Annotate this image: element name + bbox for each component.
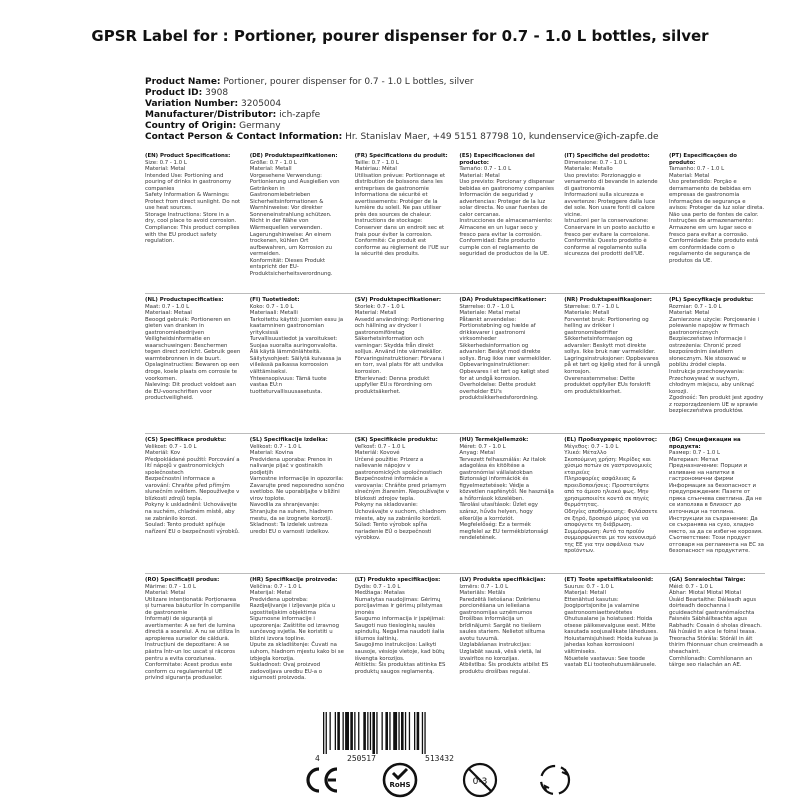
meta-label: Contact Person & Contact Information:	[145, 132, 343, 142]
spec-cell-title: (DA) Produktspecifikationer:	[459, 297, 547, 303]
spec-cell	[669, 577, 765, 713]
spec-cell	[669, 297, 765, 433]
spec-cell-title: (BG) Спецификации на продукта:	[668, 437, 741, 450]
barcode-bar	[354, 712, 355, 750]
spec-cell	[145, 577, 241, 713]
barcode-bar	[370, 712, 371, 750]
spec-cell	[564, 297, 660, 433]
spec-row	[145, 293, 765, 433]
spec-cell-title: (LT) Produkto specifikacijos:	[354, 577, 441, 583]
spec-cell	[564, 577, 660, 713]
spec-cell-body: Dimensione: 0.7 - 1.0 L Materiale: Metallo Uso previsto: Porzionaggio e versamento di bevande in aziende di gastronomia Informazioni sulla sicurezza e avvertenze: Proteggere dalla luce del sole. Non usare fonti di calore vicine. Istruzioni per la conservazione: Conservare in un posto asciutto e fresco per evitare la corrosione. Conformità: Questo prodotto è conforme al regolamento sulla sicurezza dei prodotti dell'UE.	[564, 159, 658, 258]
svg-text:RoHS: RoHS	[389, 781, 411, 789]
spec-cell-title: (SV) Produktspecifikationer:	[354, 297, 442, 303]
spec-cell-body: Storlek: 0.7 - 1.0 L Material: Metall Avsedd användning: Portionering och hällning av drycker i gastronomiföretag Säkerhetsinformation och varningar: Skydda från direkt solljus. Använd inte värmekällor. Förvaringsinstruktioner: Förvara i en torr, sval plats för att undvika korrosion. Efterlevnad: Denna produkt uppfyller EU:s förordning om produktsäkerhet.	[354, 303, 445, 395]
barcode-digit-left: 4	[315, 754, 320, 763]
meta-label: Product Name:	[145, 77, 221, 87]
spec-cell-body: Taille: 0.7 - 1.0 L Matériau: Métal Utilisation prévue: Portionnage et distribution de boissons dans les entreprises de gastronomie Informations de sécurité et avertissements: Protéger de la lumière du soleil. Ne pas utiliser près des sources de chaleur. Instructions de stockage: Conserver dans un endroit sec et frais pour éviter la corrosion. Conformité: Ce produit est conforme au règlement de l'UE sur la sécurité des produits.	[354, 159, 449, 258]
barcode-bar	[363, 712, 366, 750]
barcode-bar	[350, 712, 353, 750]
spec-cell-title: (SK) Špecifikácie produktu:	[354, 437, 438, 443]
barcode-bar	[330, 712, 331, 750]
barcode-bar	[405, 712, 406, 750]
spec-cell	[355, 297, 451, 433]
spec-cell-body: Tamanho: 0.7 - 1.0 L Material: Metal Uso pretendido: Porção e derramamento de bebidas em empresas de gastronomia Informações de segurança e avisos: Proteger da luz solar direta. Não usa perto de fontes de calor. Instruções de armazenamento: Armazene em um lugar seco e fresco para evitar a corrosão. Conformidade: Este produto está em conformidade com o regulamento de segurança de produtos da UE.	[668, 166, 765, 264]
spec-cell	[250, 577, 346, 713]
barcode-bars	[323, 712, 487, 754]
spec-cell-title: (RO) Specificații produs:	[145, 577, 220, 583]
barcode-bar	[409, 712, 410, 750]
barcode-bar	[424, 712, 425, 754]
meta-label: Country of Origin:	[145, 121, 237, 131]
spec-cell	[459, 297, 555, 433]
spec-cell-title: (EL) Προδιαγραφές προϊόντος:	[564, 437, 658, 443]
spec-cell-body: Velikost: 0.7 - 1.0 L Material: Kovina Predvidena uporaba: Prenos in nalivanje pijač v gostinskih podjetjih Varnostne informacije in opozorila: Zavarujte pred neposredno sončno svetlobo. Ne uporabljajte v bližini virov toplote. Navodila za shranjevanje: Shranjujte na suhem, hladnem mestu, da se izognete koroziji. Skladnost: Ta izdelek ustreza uredbi EU o varnosti izdelkov.	[249, 443, 345, 535]
meta-row	[145, 99, 765, 110]
spec-cell-title: (NR) Produktspesifikasjoner:	[564, 297, 652, 303]
ce-mark-icon	[302, 760, 342, 800]
spec-cell-title: (NL) Productspecificaties:	[145, 297, 224, 303]
spec-cell-title: (GA) Sonraíochtaí Táirge:	[668, 577, 746, 583]
spec-cell	[459, 153, 555, 293]
spec-cell-title: (PT) Especificações do produto:	[668, 153, 737, 166]
spec-cell-body: Μέγεθος: 0.7 - 1.0 L Υλικό: Μέταλλο Σκοπούμενη χρήση: Μερίδες και χύσιμο ποτών σε γαστρονομικές εταιρείες Πληροφορίες ασφάλειας & προειδοποιήσεις: Προστατέψτε από το άμεσο ηλιακό φως. Μην χρησιμοποιείτε κοντά σε πηγές θερμότητας. Οδηγίες αποθήκευσης: Φυλάσσετε σε ξηρό, δροσερό μέρος για να αποφύγετε τη διάβρωση. Συμμόρφωση: Αυτό το προϊόν συμμορφώνεται με τον κανονισμό της ΕΕ για την ασφάλεια των προϊόντων.	[564, 443, 658, 555]
barcode-bar	[372, 712, 375, 754]
meta-value: 3908	[205, 88, 229, 98]
spec-cell	[669, 437, 765, 573]
meta-value: 3205004	[241, 99, 282, 109]
spec-cell	[250, 297, 346, 433]
spec-cell-title: (HR) Specifikacije proizvoda:	[249, 577, 338, 583]
meta-label: Manufacturer/Distributor:	[145, 110, 277, 120]
spec-cell-title: (FI) Tuotetiedot:	[249, 297, 300, 303]
spec-cell-title: (SL) Specifikacije izdelka:	[249, 437, 328, 443]
spec-cell-title: (PL) Specyfikacje produktu:	[668, 297, 754, 303]
specifications-grid	[145, 153, 765, 713]
barcode-bar	[414, 712, 415, 750]
certification-icons	[0, 760, 800, 800]
barcode-digits-group2: 513432	[425, 754, 454, 763]
barcode-bar	[326, 712, 327, 754]
spec-cell	[669, 153, 765, 293]
spec-cell-title: (DE) Produktspezifikationen:	[249, 153, 338, 159]
spec-cell-title: (HU) Termékjellemzők:	[459, 437, 529, 443]
spec-cell-title: (IT) Specifiche del prodotto:	[564, 153, 650, 159]
meta-row	[145, 121, 765, 132]
spec-cell-body: Velikost: 0.7 - 1.0 L Materiál: Kov Předpokládané použití: Porcování a lití nápojů v gastronomických společnostech Bezpečnostní informace a varování: Chraňte před přímým slunečním světlem. Nepoužívejte v blízkosti zdrojů tepla. Pokyny k uskladnění: Uchovávejte na suchém, chladném místě, aby se zabránilo korozi. Soulad: Tento produkt splňuje nařízení EU o bezpečnosti výrobků.	[145, 443, 240, 535]
meta-label: Variation Number:	[145, 99, 239, 109]
spec-cell-title: (CS) Specifikace produktu:	[145, 437, 227, 443]
age-warning-0-3-icon	[460, 760, 500, 800]
spec-cell	[145, 297, 241, 433]
spec-row	[145, 153, 765, 293]
spec-row	[145, 433, 765, 573]
meta-value: Hr. Stanislav Maer, +49 5151 87798 10, kundenservice@ich-zapfe.de	[345, 132, 659, 142]
barcode-bar	[323, 712, 324, 754]
spec-cell-title: (EN) Product Specifications:	[145, 153, 231, 159]
spec-cell-body: Izmērs: 0.7 - 1.0 L Materiāls: Metāls Paredzētā lietošana: Dzērienu porcionēšana un ieliešana gastronomijas uzņēmumos Drošības informācija un brīdinājumi: Sargāt no tiešiem saules stariem. Nelietot siltuma avotu tuvumā. Uzglabāšanas instrukcijas: Uzglabāt sausā, vēsā vietā, lai izvairītos no korozijas. Atbilstība: Šis produkts atbilst ES produktu drošības regulai.	[459, 583, 549, 675]
spec-cell	[564, 153, 660, 293]
spec-cell-body: Rozmiar: 0.7 - 1.0 L Materiał: Metal Zamierzone użycie: Porcjowanie i polewanie napojów w firmach gastronomicznych Bezpieczeństwo informacje i ostrzeżenia: Chronić przed bezpośrednim światłem słonecznym. Nie stosować w pobliżu źródeł ciepła. Instrukcje przechowywania: Przechowywać w suchym, chłodnym miejscu, aby uniknąć korozji. Zgodność: Ten produkt jest zgodny z rozporządzeniem UE w sprawie bezpieczeństwa produktów.	[668, 303, 764, 415]
svg-text:0-3: 0-3	[472, 777, 488, 787]
spec-cell-body: Veľkosť: 0.7 - 1.0 L Materiál: Kovové Určené použitie: Prizerz a nalievanie nápojov v gastronomických spoločnostiach Bezpečnostné informácie a varovania: Chráňte pred priamym slnečným žiarením. Nepoužívajte v blízkosti zdrojov tepla. Pokyny na skladovanie: Uchovávajte v suchom, chladnom mieste, aby sa zabránilo korózii. Súlad: Tento výrobok spĺňa nariadenie EÚ o bezpečnosti výrobkov.	[354, 443, 449, 542]
meta-row	[145, 77, 765, 88]
barcode-bar	[393, 712, 397, 750]
spec-row	[145, 573, 765, 713]
barcode-bar	[398, 712, 399, 750]
spec-cell	[459, 437, 555, 573]
spec-cell-body: Dydis: 0.7 - 1.0 L Medžiaga: Metalas Numatytas naudojimas: Gėrimų porcijavimas ir gėrimų pilstymas įmonės Saugumo informacija ir įspėjimai: Saugoti nuo tiesioginių saulės spindulių. Negalima naudoti šalia šilumos šaltinių. Saugojimo instrukcijos: Laikyti sausoje, vėsioje vietoje, kad būtų išvengta korozijos. Atitiktis: Šis produktas atitinka ES produktų saugos reglamentą.	[354, 583, 446, 675]
barcode-bar	[422, 712, 423, 754]
spec-cell-body: Size: 0.7 - 1.0 L Material: Metal Intended Use: Portioning and pouring of drinks in gastronomy companies Safety Information & Warnings: Protect from direct sunlight. Do not use heat sources. Storage Instructions: Store in a dry, cool place to avoid corrosion. Compliance: This product complies with the EU product safety regulation.	[145, 159, 241, 245]
barcode-bar	[389, 712, 390, 750]
rohs-icon	[380, 760, 420, 800]
meta-value: ich-zapfe	[279, 110, 321, 120]
spec-cell	[250, 437, 346, 573]
product-meta	[145, 77, 765, 143]
barcode-bar	[358, 712, 359, 750]
ean-barcode	[315, 712, 487, 766]
spec-cell	[250, 153, 346, 293]
spec-cell-body: Størrelse: 0.7 - 1.0 L Materiale: Metall Forventet bruk: Portionering og helling av drikker i gastronomibedrifter Sikkerhetsinformasjon og advarsler: Beskytt mot direkte sollys. Ikke bruk nær varmekilder. Lagringsinstruksjoner: Oppbevares på et tørt og kjølig sted for å unngå korrosjon. Overensstemmelse: Dette produktet oppfyller EUs forskrift om produktsikkerhet.	[564, 303, 661, 395]
barcode-bar	[401, 712, 404, 750]
barcode-bar	[337, 712, 340, 750]
spec-cell	[355, 437, 451, 573]
spec-cell-title: (FR) Spécifications du produit:	[354, 153, 448, 159]
barcode-digits-group1: 250517	[347, 754, 376, 763]
barcode-bar	[335, 712, 336, 750]
meta-row	[145, 110, 765, 121]
recycling-icon	[535, 760, 575, 800]
spec-cell-title: (LV) Produkta specifikācijas:	[459, 577, 546, 583]
spec-cell-title: (ET) Toote spetsifikatsioonid:	[564, 577, 654, 583]
page-title: GPSR Label for : Portioner, pourer dispenser for 0.7 - 1.0 L bottles, silver	[91, 27, 709, 45]
meta-value: Germany	[239, 121, 281, 131]
spec-cell-body: Tamaño: 0.7 - 1.0 L Material: Metal Uso previsto: Porcionar y dispensar bebidas en gastronomy companies Información de seguridad y advertencias: Proteger de la luz solar directa. No usar fuentes de calor cercanas. Instrucciones de almacenamiento: Almacene en un lugar seco y fresco para evitar la corrosión. Conformidad: Este producto cumple con el reglamento de seguridad de productos de la UE.	[459, 166, 555, 258]
spec-cell-body: Koko: 0.7 - 1.0 L Materiaali: Metalli Tarkoitettu käyttö: Juomien essu ja kaatamninen gastronomian yrityksissä Turvallisuustiedot ja varoitukset: Suojaa suoralta auringonvalolta. Älä käytä lämmönlähteitä. Säilytysohjeet: Säilytä kuivassa ja viileässä paikassa korroosion välttämiseksi. Yhteensopivuus: Tämä tuote vastaa EU:n tuotteturvallisuusasetusta.	[249, 303, 344, 395]
barcode-bar	[343, 712, 344, 750]
spec-cell	[459, 577, 555, 713]
spec-cell-body: Maat: 0.7 - 1.0 L Materiaal: Metaal Beoogd gebruik: Portioneren en gieten van dranken in gastronomiebedrijven Veiligheidsinformatie en waarschuwingen: Beschermen tegen direct zonlicht. Gebruik geen warmtebronnen in de buurt. Opslaginstructies: Bewaren op een droge, koele plaats om corrosie te voorkomen. Naleving: Dit product voldoet aan de EU-voorschriften voor productveiligheid.	[145, 303, 241, 402]
spec-cell-body: Méid: 0.7 - 1.0 L Ábhar: Miotal Miotal Miotal Úsáid Beartaithe: Dáileadh agus doirteadh deochanna i gcuideachtaí gastranómaíochta Faisnéis Sábháilteachta agus Rabhadh: Cosain ó sholas díreach. Ná húsáid in aice le foinsí teasa. Treoracha Stórála: Stóráil in áit thirim fhionnuar chun creimeadh a sheachaint. Comhlíonadh: Comhlíonann an táirge seo rialachán an AE.	[668, 583, 763, 669]
barcode-bar	[367, 712, 368, 750]
spec-cell	[564, 437, 660, 573]
spec-cell-body: Размер: 0.7 - 1.0 L Материал: Метал Предназначение: Порции и изливане на напитки в гастрономични фирми Информация за безопасност и предупреждения: Пазете от пряка слънчева светлина. Да не се използва в близост до източници на топлина. Инструкции за съхранение: Да се съхранява на сухо, хладно място, за да се избегне корозия. Съответствие: Този продукт отговаря на регламента на ЕС за безопасност на продуктите.	[668, 450, 764, 555]
barcode-bar	[345, 712, 349, 750]
spec-cell-title: (ES) Especificaciones del producto:	[459, 153, 535, 166]
meta-value: Portioner, pourer dispenser for 0.7 - 1.0 L bottles, silver	[223, 77, 474, 87]
spec-cell-body: Størrelse: 0.7 - 1.0 L Materiale: Metal metal Påtænkt anvendelse: Portionstøbning og hælde af drikkevarer i gastronomi virksomheder Sikkerhedsinformation og advarsler: Beskyt mod direkte sollys. Brug ikke nær varmekilder. Opbevaringsinstruktioner: Opbevares i et tørt og køligt sted for at undgå korrosion. Overholdelse: Dette produkt overholder EU's produktsikkerhedsforordning.	[459, 303, 552, 402]
meta-row	[145, 132, 765, 143]
barcode-bar	[382, 712, 383, 750]
barcode-bar	[385, 712, 388, 750]
spec-cell-body: Größe: 0.7 - 1.0 L Material: Metall Vorgesehene Verwendung: Portionierung und Ausgießen von Getränken in Gastronomiebetrieben Sicherheitsinformationen & Warnhinweise: Vor direkter Sonneneinstrahlung schützen. Nicht in der Nähe von Wärmequellen verwenden. Lagerungshinweise: An einem trockenen, kühlen Ort aufbewahren, um Korrosion zu vermeiden. Konformität: Dieses Produkt entspricht der EU-Produktsicherheitsverordnung.	[249, 159, 340, 277]
meta-row	[145, 88, 765, 99]
spec-cell	[145, 437, 241, 573]
spec-cell	[355, 577, 451, 713]
spec-cell	[145, 153, 241, 293]
spec-cell-body: Mărime: 0.7 - 1.0 L Material: Metal Utilizare intenționată: Porționarea și turnarea băuturilor în companiile de gastronomie Informații de siguranță și avertismente: A se feri de lumina directă a soarelui. A nu se utiliza în apropierea surselor de căldură. Instrucțiuni de depozitare: A se păstra într-un loc uscat și răcoros pentru a evita coroziunea. Conformitate: Acest produs este conform cu regulamentul UE privind siguranța produselor.	[145, 583, 241, 682]
spec-cell-body: Méret: 0.7 - 1.0 L Anyag: Metal Tervezett felhasználás: Az italok adagolása és kitöltése a gastronómiai vállalatokban Biztonsági információk és figyelmeztetések: Védje a közvetlen napfénytől. Ne használja a hőforrások közelében. Tárolási utasítások: Üzlet egy száraz, hűvös helyen, hogy elkerülje a korróziót. Megfelelőség: Ez a termék megfelel az EU termékbiztonsági rendeletének.	[459, 443, 554, 542]
spec-cell-body: Veličina: 0.7 - 1.0 L Materijal: Metal Predviđena upotreba: Razdjeljivanje i izljevanje pića u ugostiteljskim objektima Sigurnosne informacije i upozorenja: Zaštitite od izravnog sunčevog svjetla. Ne koristiti u blizini izvora topline. Upute za skladištenje: Čuvati na suhom, hladnom mjestu kako bi se izbjegla korozija. Sukladnost: Ovaj proizvod zadovoljava uredbu EU-a o sigurnosti proizvoda.	[249, 583, 344, 682]
barcode-bar	[417, 712, 420, 750]
barcode-bar	[376, 712, 377, 754]
spec-cell-body: Suurus: 0.7 - 1.0 L Materjal: Metall Ettenähtud kasutus: Joogiportsjonite ja valamine gastronoomiaettevõtetes Ohutusalane ja hoiatused: Hoida otsese päikesevalguse eest. Mitte kasutada soojusallikate läheduses. Hoiustamisjuhised: Hoida kuivas ja jahedas kohas korrosiooni vältimiseks. Nõuetele vastavus: See toode vastab ELi tooteohutusmäärusele.	[564, 583, 659, 669]
spec-cell	[355, 153, 451, 293]
meta-label: Product ID:	[145, 88, 203, 98]
